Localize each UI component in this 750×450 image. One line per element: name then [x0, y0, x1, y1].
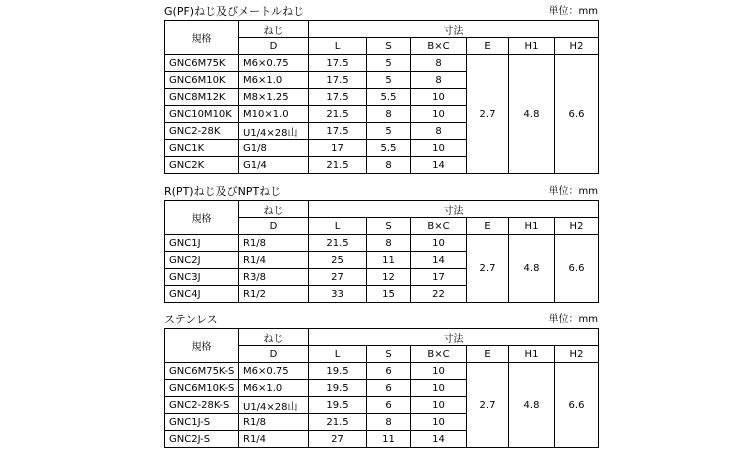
cell-spec: GNC1K — [165, 140, 239, 157]
cell-spec: GNC10M10K — [165, 106, 239, 123]
cell-l: 21.5 — [309, 414, 367, 431]
spec-table — [164, 328, 599, 448]
cell-d: G1/4 — [239, 157, 309, 174]
table-row — [165, 235, 599, 252]
header-l: L — [309, 38, 367, 55]
cell-spec: GNC1J — [165, 235, 239, 252]
cell-bc: 10 — [411, 235, 467, 252]
cell-spec: GNC2J — [165, 252, 239, 269]
cell-s: 15 — [367, 286, 411, 303]
cell-l: 17.5 — [309, 72, 367, 89]
header-row — [165, 21, 599, 38]
cell-s: 5.5 — [367, 140, 411, 157]
cell-spec: GNC6M75K-S — [165, 363, 239, 380]
table-row — [165, 55, 599, 72]
cell-bc: 8 — [411, 123, 467, 140]
cell-bc: 14 — [411, 431, 467, 448]
cell-s: 11 — [367, 252, 411, 269]
cell-d: U1/4×28山 — [239, 123, 309, 140]
cell-e: 2.7 — [467, 363, 509, 448]
header-spec: 規格 — [165, 21, 239, 55]
cell-spec: GNC6M10K — [165, 72, 239, 89]
section-header — [164, 4, 598, 20]
cell-spec: GNC3J — [165, 269, 239, 286]
cell-s: 5 — [367, 55, 411, 72]
header-h2: H2 — [555, 346, 599, 363]
cell-d: M6×1.0 — [239, 72, 309, 89]
cell-s: 8 — [367, 235, 411, 252]
cell-bc: 10 — [411, 397, 467, 414]
cell-spec: GNC2-28K-S — [165, 397, 239, 414]
cell-bc: 14 — [411, 252, 467, 269]
cell-e: 2.7 — [467, 55, 509, 174]
cell-bc: 8 — [411, 72, 467, 89]
header-dimensions: 寸法 — [309, 329, 599, 346]
cell-d: M8×1.25 — [239, 89, 309, 106]
cell-s: 6 — [367, 380, 411, 397]
cell-d: M6×0.75 — [239, 363, 309, 380]
cell-l: 27 — [309, 269, 367, 286]
cell-bc: 10 — [411, 414, 467, 431]
cell-d: R1/4 — [239, 252, 309, 269]
header-bc: B×C — [411, 218, 467, 235]
cell-h2: 6.6 — [555, 55, 599, 174]
header-s: S — [367, 346, 411, 363]
section-title: R(PT)ねじ及びNPTねじ — [164, 185, 282, 198]
spec-table-section — [164, 4, 598, 174]
header-dimensions: 寸法 — [309, 21, 599, 38]
cell-e: 2.7 — [467, 235, 509, 303]
section-header — [164, 312, 598, 328]
header-e: E — [467, 346, 509, 363]
header-l: L — [309, 346, 367, 363]
spec-table — [164, 20, 599, 174]
cell-l: 25 — [309, 252, 367, 269]
cell-h2: 6.6 — [555, 363, 599, 448]
unit-label: 単位：mm — [548, 6, 598, 17]
cell-l: 17.5 — [309, 55, 367, 72]
cell-d: R1/2 — [239, 286, 309, 303]
cell-l: 19.5 — [309, 363, 367, 380]
cell-bc: 17 — [411, 269, 467, 286]
cell-l: 21.5 — [309, 157, 367, 174]
cell-h2: 6.6 — [555, 235, 599, 303]
cell-s: 8 — [367, 157, 411, 174]
section-title: ステンレス — [164, 313, 218, 326]
header-row — [165, 329, 599, 346]
cell-s: 12 — [367, 269, 411, 286]
cell-bc: 8 — [411, 55, 467, 72]
cell-l: 33 — [309, 286, 367, 303]
header-d: D — [239, 346, 309, 363]
unit-label: 単位：mm — [548, 186, 598, 197]
cell-s: 5.5 — [367, 89, 411, 106]
cell-s: 6 — [367, 363, 411, 380]
header-bc: B×C — [411, 38, 467, 55]
header-spec: 規格 — [165, 329, 239, 363]
cell-l: 17 — [309, 140, 367, 157]
cell-d: R1/8 — [239, 235, 309, 252]
cell-d: G1/8 — [239, 140, 309, 157]
header-e: E — [467, 218, 509, 235]
header-h2: H2 — [555, 38, 599, 55]
header-s: S — [367, 218, 411, 235]
header-dimensions: 寸法 — [309, 201, 599, 218]
cell-l: 17.5 — [309, 89, 367, 106]
cell-bc: 10 — [411, 363, 467, 380]
cell-spec: GNC2J-S — [165, 431, 239, 448]
spec-table-section — [164, 312, 598, 448]
cell-d: R1/4 — [239, 431, 309, 448]
spec-table-section — [164, 184, 598, 303]
cell-spec: GNC6M75K — [165, 55, 239, 72]
cell-bc: 22 — [411, 286, 467, 303]
header-bc: B×C — [411, 346, 467, 363]
header-h1: H1 — [509, 346, 555, 363]
cell-d: M6×1.0 — [239, 380, 309, 397]
cell-spec: GNC1J-S — [165, 414, 239, 431]
cell-s: 5 — [367, 123, 411, 140]
unit-label: 単位：mm — [548, 314, 598, 325]
cell-d: M6×0.75 — [239, 55, 309, 72]
table-row — [165, 363, 599, 380]
cell-l: 21.5 — [309, 235, 367, 252]
section-title: G(PF)ねじ及びメートルねじ — [164, 5, 305, 18]
cell-l: 21.5 — [309, 106, 367, 123]
cell-l: 19.5 — [309, 397, 367, 414]
header-d: D — [239, 218, 309, 235]
cell-spec: GNC2K — [165, 157, 239, 174]
cell-bc: 10 — [411, 106, 467, 123]
cell-h1: 4.8 — [509, 235, 555, 303]
header-l: L — [309, 218, 367, 235]
cell-l: 19.5 — [309, 380, 367, 397]
cell-h1: 4.8 — [509, 363, 555, 448]
cell-s: 6 — [367, 397, 411, 414]
cell-bc: 14 — [411, 157, 467, 174]
header-h1: H1 — [509, 38, 555, 55]
header-s: S — [367, 38, 411, 55]
header-thread: ねじ — [239, 329, 309, 346]
cell-d: M10×1.0 — [239, 106, 309, 123]
header-thread: ねじ — [239, 21, 309, 38]
cell-bc: 10 — [411, 89, 467, 106]
header-row — [165, 201, 599, 218]
cell-l: 17.5 — [309, 123, 367, 140]
header-h2: H2 — [555, 218, 599, 235]
cell-s: 11 — [367, 431, 411, 448]
cell-h1: 4.8 — [509, 55, 555, 174]
cell-s: 8 — [367, 414, 411, 431]
header-d: D — [239, 38, 309, 55]
section-header — [164, 184, 598, 200]
cell-s: 5 — [367, 72, 411, 89]
cell-d: R3/8 — [239, 269, 309, 286]
cell-spec: GNC8M12K — [165, 89, 239, 106]
cell-spec: GNC4J — [165, 286, 239, 303]
cell-spec: GNC2-28K — [165, 123, 239, 140]
cell-s: 8 — [367, 106, 411, 123]
header-e: E — [467, 38, 509, 55]
header-spec: 規格 — [165, 201, 239, 235]
cell-l: 27 — [309, 431, 367, 448]
header-thread: ねじ — [239, 201, 309, 218]
cell-d: U1/4×28山 — [239, 397, 309, 414]
cell-spec: GNC6M10K-S — [165, 380, 239, 397]
cell-d: R1/8 — [239, 414, 309, 431]
header-h1: H1 — [509, 218, 555, 235]
cell-bc: 10 — [411, 140, 467, 157]
spec-table — [164, 200, 599, 303]
cell-bc: 10 — [411, 380, 467, 397]
